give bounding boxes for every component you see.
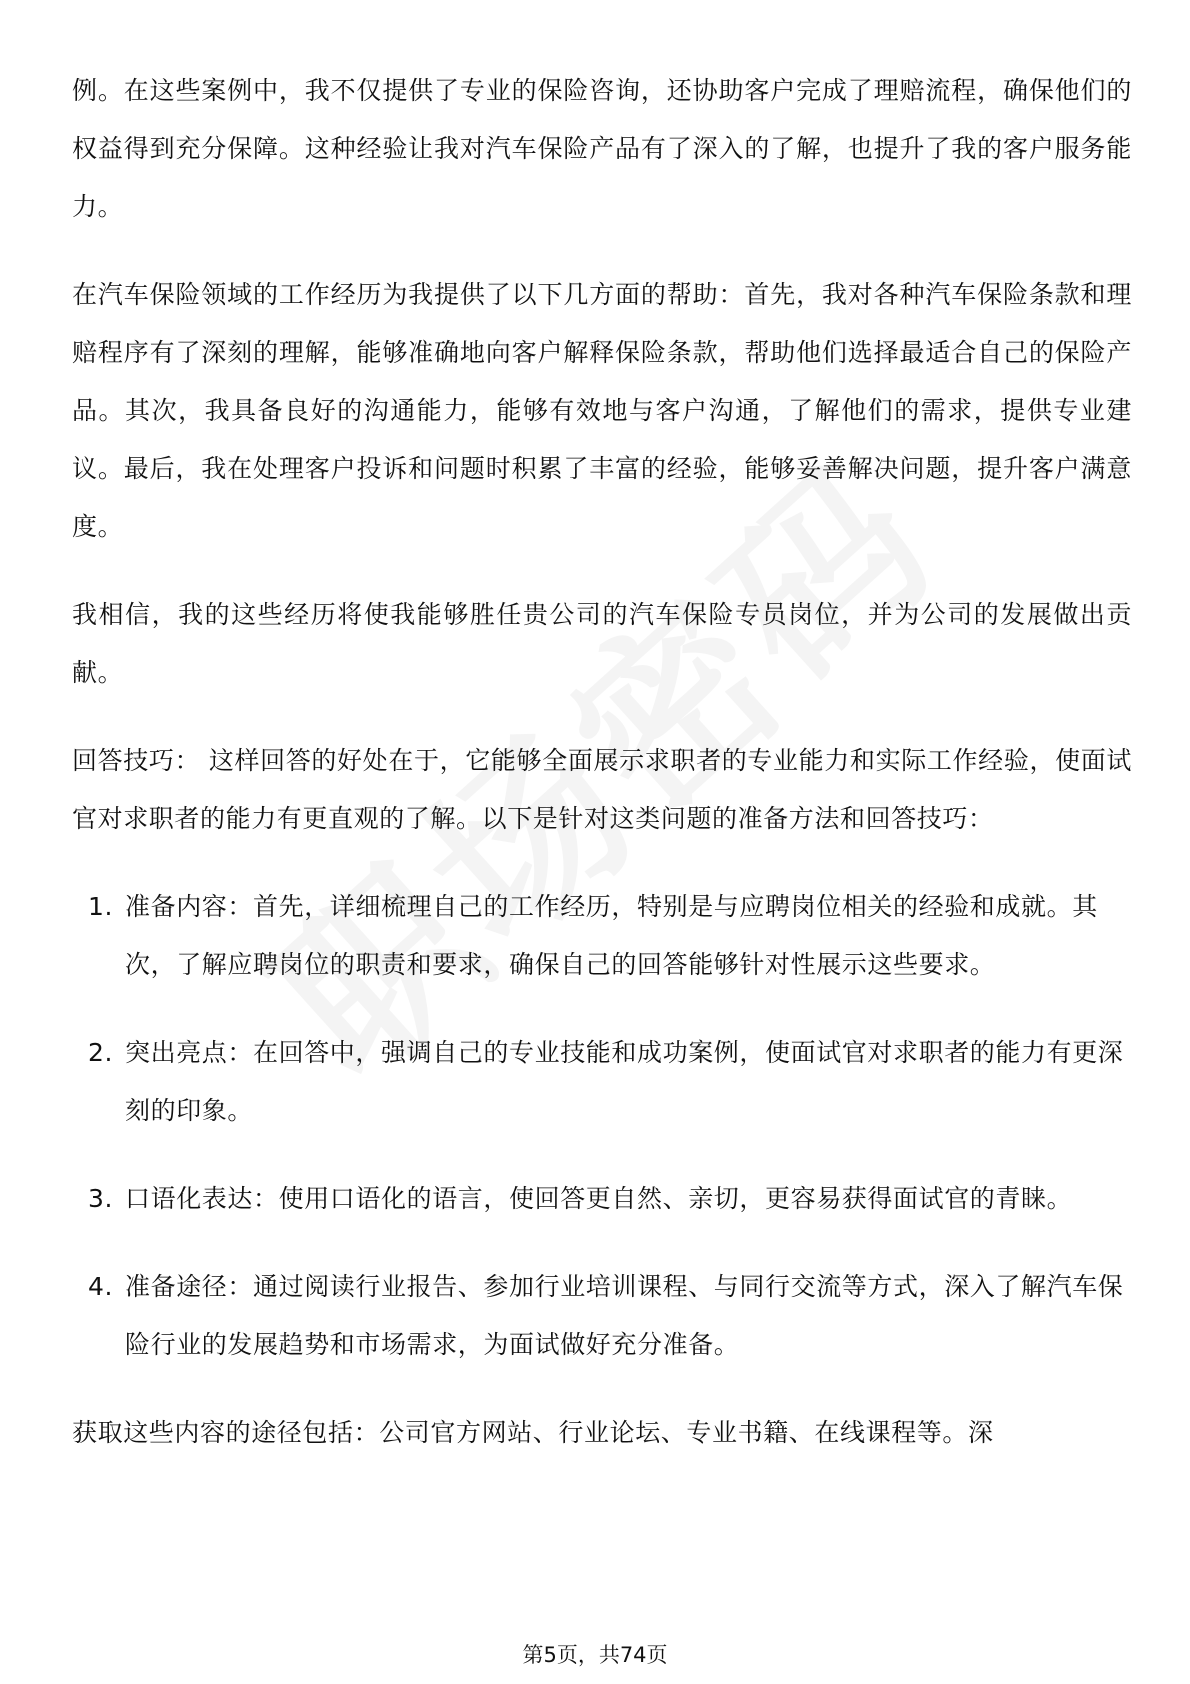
list-item [72,878,1132,994]
list-item [72,1024,1132,1140]
paragraph-sources: 获取这些内容的途径包括：公司官方网站、行业论坛、专业书籍、在线课程等。深 [72,1418,994,1447]
page-content [72,62,1132,1492]
list-text: 准备途径：通过阅读行业报告、参加行业培训课程、与同行交流等方式，深入了解汽车保险行业的发展趋势和市场需求，为面试做好充分准备。 [125,1272,1124,1359]
list-item [72,1258,1132,1374]
list-number: 1. [88,892,114,921]
list-number: 3. [88,1184,114,1213]
tips-list [72,878,1132,1374]
list-number: 4. [88,1272,114,1301]
list-item [72,1170,1132,1228]
paragraph-answer-tips: 回答技巧： 这样回答的好处在于，它能够全面展示求职者的专业能力和实际工作经验，使面试官对求职者的能力有更直观的了解。以下是针对这类问题的准备方法和回答技巧： [72,746,1132,833]
paragraph-work-benefits: 在汽车保险领域的工作经历为我提供了以下几方面的帮助：首先，我对各种汽车保险条款和理赔程序有了深刻的理解，能够准确地向客户解释保险条款，帮助他们选择最适合自己的保险产品。其次，我具备良好的沟通能力，能够有效地与客户沟通，了解他们的需求，提供专业建议。最后，我在处理客户投诉和问题时积累了丰富的经验，能够妥善解决问题，提升客户满意度。 [72,280,1132,541]
paragraph-conclusion: 我相信，我的这些经历将使我能够胜任贵公司的汽车保险专员岗位，并为公司的发展做出贡献。 [72,600,1132,687]
page-number: 第5页，共74页 [522,1643,668,1667]
list-number: 2. [88,1038,114,1067]
list-text: 准备内容：首先，详细梳理自己的工作经历，特别是与应聘岗位相关的经验和成就。其次，了解应聘岗位的职责和要求，确保自己的回答能够针对性展示这些要求。 [125,892,1098,979]
list-text: 口语化表达：使用口语化的语言，使回答更自然、亲切，更容易获得面试官的青睐。 [125,1184,1073,1213]
paragraph-case-experience: 例。在这些案例中，我不仅提供了专业的保险咨询，还协助客户完成了理赔流程，确保他们的权益得到充分保障。这种经验让我对汽车保险产品有了深入的了解，也提升了我的客户服务能力。 [72,76,1132,221]
list-text: 突出亮点：在回答中，强调自己的专业技能和成功案例，使面试官对求职者的能力有更深刻的印象。 [125,1038,1124,1125]
